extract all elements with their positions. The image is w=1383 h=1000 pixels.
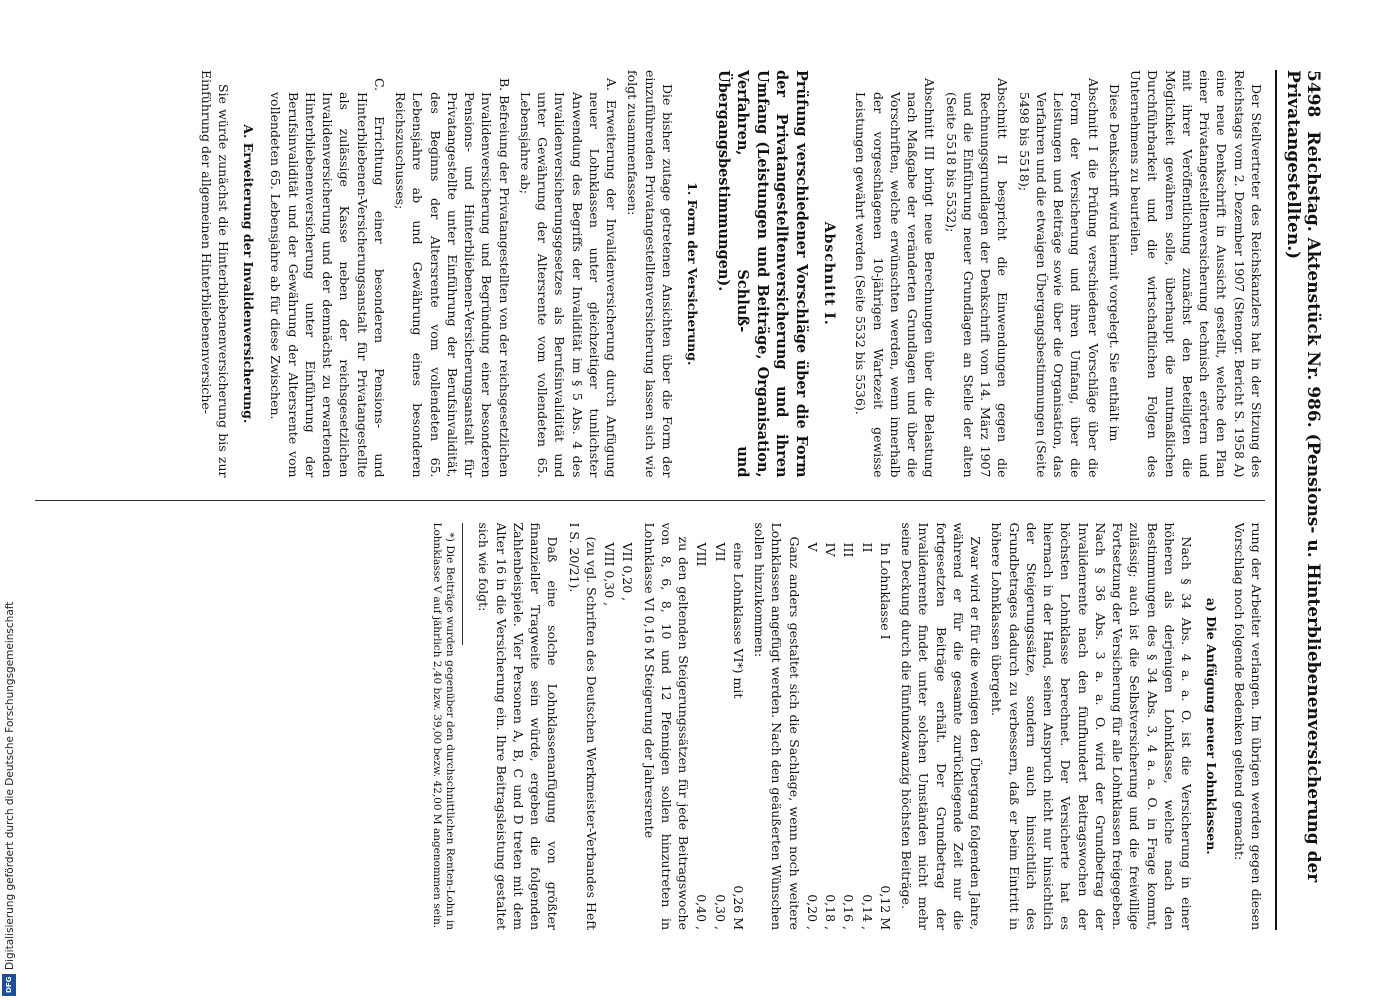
footnote-divider xyxy=(462,523,463,645)
subsection-heading: A. Erweiterung der Invalidenversicherung. xyxy=(241,124,257,424)
body-paragraph: zu den geltenden Steigerungssätzen für jede Beitragswoche von 8, 6, 8, 10 und 12 Pfennigen sollen hinzutreten in Lohnklasse VI 0,16 M Steigerung der Jahresrente xyxy=(641,522,692,930)
intro-paragraph: Der Stellvertreter des Reichskanzlers hat in der Sitzung des Reichstags vom 2. Dezember 1907 (Stenogr. Bericht S. 1958 A) eine neue Denkschrift in Aussicht gestellt, welche den Plan einer Privatangestelltenversicherung technisch erörtern und mit ihrer Veröffentlichung zunächst den Beteiligten die Möglichkeit gewähren solle, überhaupt die mutmaßlichen Durchführbarkeit und die wirtschaftlichen Folgen des Unternehmens zu beurteilen. xyxy=(1128,70,1264,478)
rate-value: 0,16 , xyxy=(841,894,857,930)
extra-rate: VII 0,20 , xyxy=(620,542,636,602)
point-heading: a) Die Anfügung neuer Lohnklassen. xyxy=(1204,597,1220,855)
sub-heading: 1. Form der Versicherung. xyxy=(685,182,701,366)
rate-label: V xyxy=(805,542,820,552)
rate-value: 0,12 M xyxy=(878,885,893,930)
page-header-title: Reichstag. Aktenstück Nr. 986. (Pensions- u. Hinterbliebenenversicherung der Privatangestellten.) xyxy=(1283,70,1323,883)
body-paragraph: Ganz anders gestaltet sich die Sachlage, wenn noch weitere Lohnklassen angefügt werden. Nach den geäußerten Wünschen sollen hinzukommen: xyxy=(752,522,802,930)
rate-row xyxy=(804,543,821,931)
rate-value: 0,14 , xyxy=(859,894,875,930)
new-class-row xyxy=(730,543,747,931)
class-value: 0,40 , xyxy=(694,894,710,930)
new-classes-table xyxy=(693,523,747,931)
form-item: C. Errichtung einer besonderen Pensions- und Hinterbliebenen-Versicherungsanstalt für Privatangestellte als zulässige Kasse neben der reichsgesetzlichen Invalidenversicherung und der demnächst zu erwartenden Hinterbliebenenversicherung unter Einführung der Berufsinvalidität und der Gewährung der Altersrente vom vollendeten 65. Lebensjahre ab für diese Zwischen. xyxy=(268,78,387,478)
page-header xyxy=(1275,70,1323,930)
overview-item: Abschnitt II bespricht die Einwendungen gegen die Rechnungsgrundlagen der Denkschrift vom 14. März 1907 und die Einführung neuer Grundlagen an Stelle der alten (Seite 5518 bis 5532); xyxy=(943,78,1011,478)
section-heading: Prüfung verschiedener Vorschläge über die Form der Privatangestelltenversicherung und ihren Umfang (Leistungen und Beiträge, Organisation, Verfahren, Schluß- und Übergangsbestimmungen). xyxy=(714,70,810,478)
footnote: *) Die Beiträge wurden gegenüber den durchschnittlichen Renten-Lohn in Lohnklasse V auf jährlich 2,40 bzw. 39,00 bezw. 42,00 M angenommen sein. xyxy=(430,522,457,930)
digitization-credit xyxy=(0,0,18,1000)
rate-label: III xyxy=(841,542,857,558)
right-column xyxy=(35,523,1265,931)
intro-paragraph: Diese Denkschrift wird hiermit vorgelegt. Sie enthält im xyxy=(1107,84,1122,442)
body-paragraph: Nach § 34 Abs. 4 a. a. O. ist die Versicherung in einer höheren als derjenigen Lohnklasse, welche nach den Bestimmungen des § 34 Abs. 3, 4 a. a. O. in Frage kommt, zulässig; auch ist die Selbstversicherung und die freiwillige Fortsetzung der Versicherung für alle Lohnklassen freigegeben. Nach § 36 Abs. 3 a. a. O. wird der Grundbetrag der Invalidenrente nach den fünfhundert Beitragswochen der höchsten Lohnklasse berechnet. Der Versicherte hat es hiernach in der Hand, seinen Anspruch nicht nur hinsichtlich der Steigerungssätze, sondern auch hinsichtlich des Grundbetrages dadurch zu verbessern, daß er beim Eintritt in höhere Lohnklassen übergeht. xyxy=(989,522,1195,930)
continuation-text: rung der Arbeiter verlangen. Im übrigen werden gegen diesen Vorschlag noch folgende Bedenken geltend gemacht: xyxy=(1231,522,1264,930)
rate-row xyxy=(822,543,839,931)
rate-label: II xyxy=(859,542,875,553)
body-paragraph: Zwar wird er für die wenigen den Übergang folgenden Jahre, während er für die gesamte zurückliegende Zeit nur die fortgesetzten Beiträge erhält. Der Grundbetrag der Invalidenrente findet unter solchen Umständen nicht mehr seine Deckung durch die fünfundzwanzig höchsten Beiträge. xyxy=(899,522,984,930)
class-value: 0,26 M xyxy=(731,885,746,930)
rate-value: 0,20 , xyxy=(805,894,820,930)
body-paragraph: (zu vgl. Schriften des Deutschen Werkmeister-Verbandes Heft I S. 20/21). xyxy=(566,522,599,930)
rate-value: 0,18 , xyxy=(823,894,839,930)
form-item: B. Befreiung der Privatangestellten von der reichsgesetzlichen Invalidenversicherung und Begründung einer besonderen Pensions- und Hinterbliebenen-Versicherungsanstalt für Privatangestellte unter Einführung der Berufsinvalidität, des Beginns der Altersrente vom vollendeten 65. Lebensjahre ab und Gewährung eines besonderen Reichszuschusses; xyxy=(393,78,512,478)
overview-item: Abschnitt I die Prüfung verschiedener Vorschläge über die Form der Versicherung und ihren Umfang, über die Leistungen und Beiträge sowie über die Organisation, das Verfahren und die etwaigen Übergangsbestimmungen (Seite 5498 bis 5518); xyxy=(1016,78,1101,478)
credit-text: Digitalisierung gefördert durch die Deutsche Forschungsgemeinschaft xyxy=(4,601,16,970)
body-paragraph: Daß eine solche Lohnklassenanfügung von größter finanzieller Tragweite sein würde, ergeben die folgenden Zahlenbeispiele. Vier Personen A, B, C und D treten mit dem Alter 16 in die Versicherung ein. Ihre Beitragsleistung gestaltet sich wie folgt: xyxy=(476,522,561,930)
extra-rate: VIII 0,30 , xyxy=(602,542,618,607)
page-number: 5498 xyxy=(1303,70,1323,118)
form-intro: Die bisher zutage getretenen Ansichten über die Form der einzuführenden Privatangestelltenversicherung lassen sich wie folgt zusammenfassen: xyxy=(625,70,675,478)
rate-label: IV xyxy=(823,542,839,557)
new-class-row xyxy=(693,543,710,931)
new-class-row xyxy=(712,543,729,931)
class-label: VIII xyxy=(694,542,710,567)
left-column xyxy=(35,70,1265,478)
form-item: A. Erweiterung der Invalidenversicherung durch Anfügung neuer Lohnklassen unter gleichzeitiger tunlichster Anwendung des Begriffs der Invalidität im § 5 Abs. 4 des Invalidenversicherungsgesetzes als Berufsinvalidität und unter Gewährung der Altersrente vom vollendeten 65. Lebensjahre ab; xyxy=(517,78,620,478)
rate-label: In Lohnklasse I xyxy=(878,542,893,640)
rate-row xyxy=(840,543,857,931)
class-label: VII xyxy=(712,542,728,562)
section-title: Abschnitt I. xyxy=(821,221,838,326)
rate-row xyxy=(877,543,894,931)
class-value: 0,30 , xyxy=(712,894,728,930)
class-label: eine Lohnklasse VI*) mit xyxy=(731,542,746,699)
column-divider xyxy=(35,500,1265,501)
overview-item: Abschnitt III bringt neue Berechnungen über die Belastung nach Maßgabe der veränderten Grundlagen und über die Vorschriften, welche erwünschten werden, wenn innerhalb der vorgeschlagenen 10-jährigen Wartezeit gewisse Leistungen gewährt werden (Seite 5532 bis 5536). xyxy=(853,78,938,478)
text-columns xyxy=(35,70,1265,930)
dfg-logo: DFG xyxy=(2,974,16,996)
rate-table xyxy=(804,523,894,931)
rate-row xyxy=(859,543,876,931)
subsection-text: Sie würde zunächst die Hinterbliebenenversicherung bis zur Einführung der allgemeinen Hinterbliebenenversiche- xyxy=(198,70,231,478)
